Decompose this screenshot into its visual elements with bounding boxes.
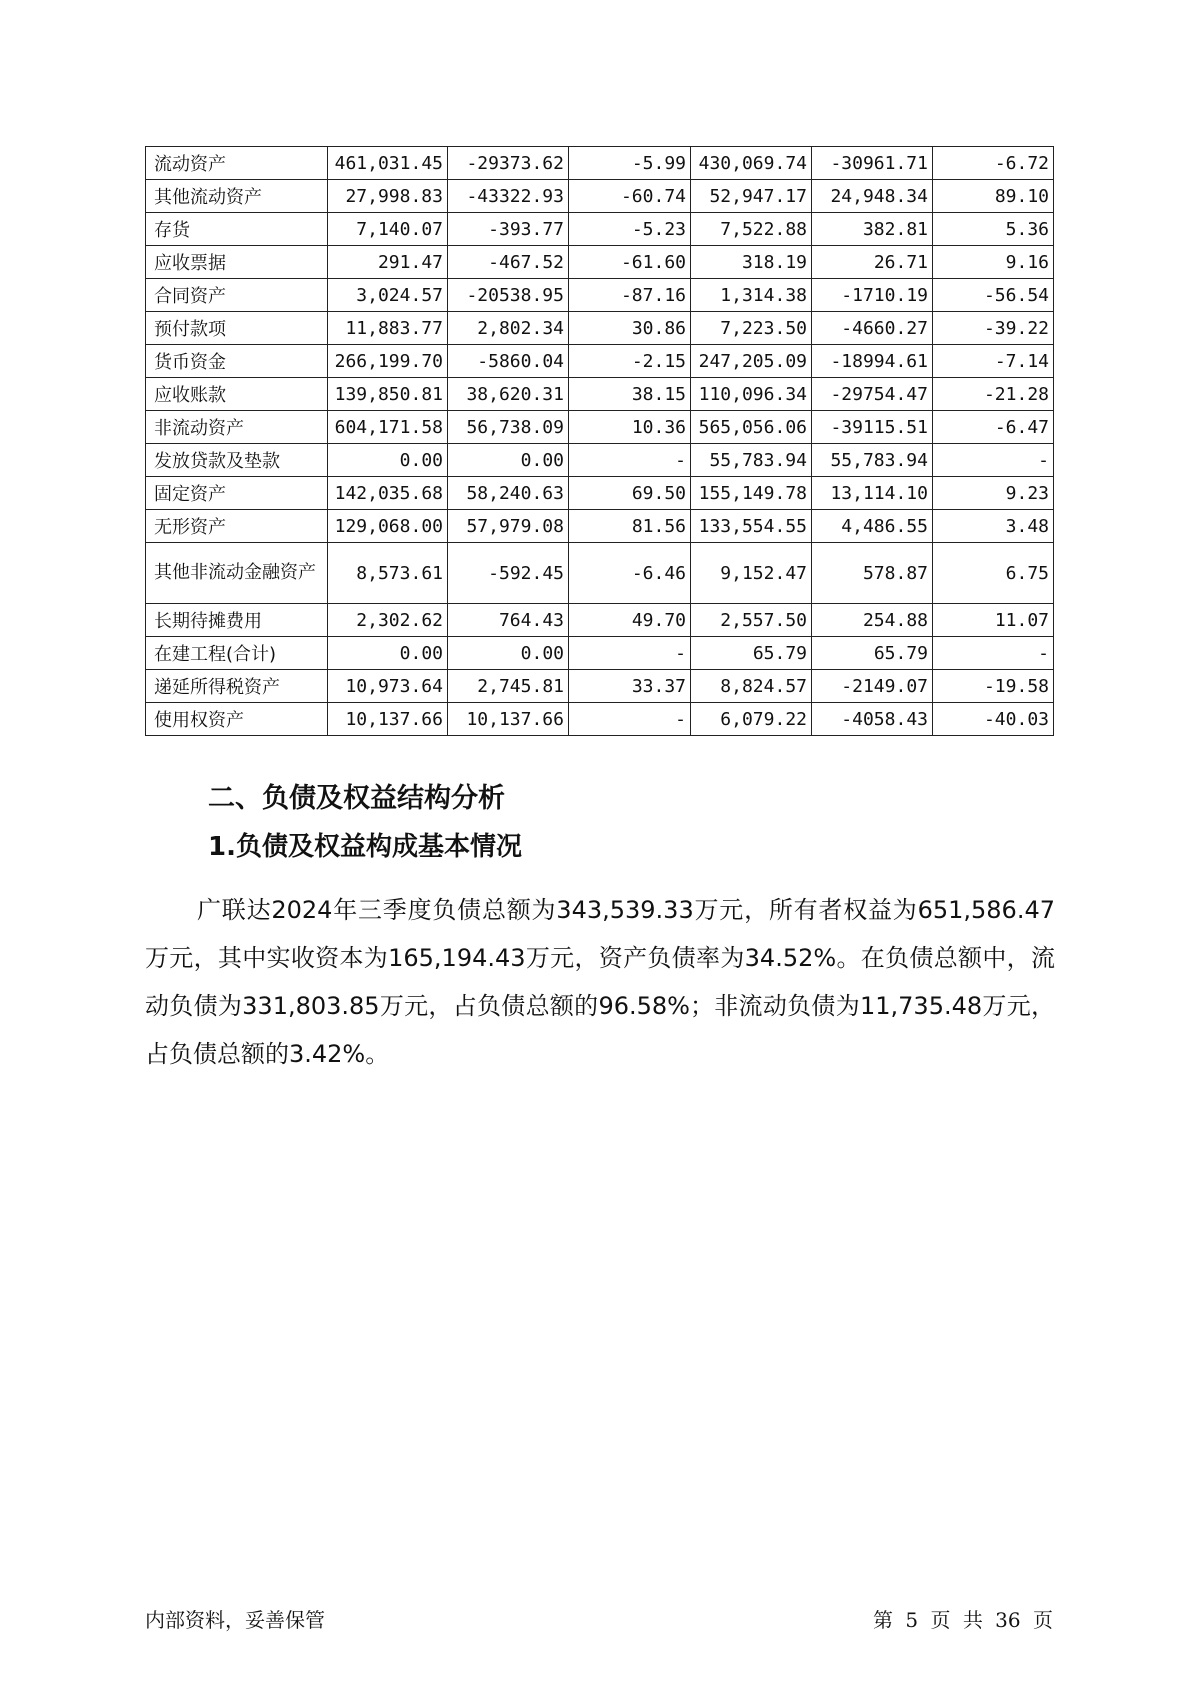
table-cell: 7,223.50 bbox=[691, 312, 812, 345]
footer-confidential-note: 内部资料，妥善保管 bbox=[145, 1608, 325, 1632]
table-cell: -6.72 bbox=[933, 147, 1054, 180]
table-row bbox=[146, 703, 1054, 736]
row-label: 其他流动资产 bbox=[146, 180, 328, 213]
table-cell: 2,302.62 bbox=[328, 604, 448, 637]
table-cell: 0.00 bbox=[328, 444, 448, 477]
table-cell: -19.58 bbox=[933, 670, 1054, 703]
table-cell: -5.23 bbox=[569, 213, 691, 246]
table-cell: 430,069.74 bbox=[691, 147, 812, 180]
table-cell: -1710.19 bbox=[812, 279, 933, 312]
table-cell: 10,137.66 bbox=[328, 703, 448, 736]
table-cell: 52,947.17 bbox=[691, 180, 812, 213]
table-cell: 9.16 bbox=[933, 246, 1054, 279]
table-cell: 129,068.00 bbox=[328, 510, 448, 543]
table-cell: 69.50 bbox=[569, 477, 691, 510]
table-cell: -2.15 bbox=[569, 345, 691, 378]
table-cell: 4,486.55 bbox=[812, 510, 933, 543]
table-cell: 7,140.07 bbox=[328, 213, 448, 246]
table-cell: 110,096.34 bbox=[691, 378, 812, 411]
table-cell: 266,199.70 bbox=[328, 345, 448, 378]
table-cell: 10,973.64 bbox=[328, 670, 448, 703]
table-cell: 5.36 bbox=[933, 213, 1054, 246]
table-cell: -393.77 bbox=[448, 213, 569, 246]
table-cell: -6.47 bbox=[933, 411, 1054, 444]
body-paragraph: 广联达2024年三季度负债总额为343,539.33万元，所有者权益为651,586.47万元，其中实收资本为165,194.43万元，资产负债率为34.52%。在负债总额中，流动负债为331,803.85万元，占负债总额的96.58%；非流动负债为11,735.48万元，占负债总额的3.42%。 bbox=[145, 896, 1055, 1068]
table-cell: 2,802.34 bbox=[448, 312, 569, 345]
table-cell: 57,979.08 bbox=[448, 510, 569, 543]
table-cell: 2,557.50 bbox=[691, 604, 812, 637]
table-row bbox=[146, 670, 1054, 703]
table-cell: 604,171.58 bbox=[328, 411, 448, 444]
table-cell: 38.15 bbox=[569, 378, 691, 411]
row-label: 固定资产 bbox=[146, 477, 328, 510]
table-cell: 291.47 bbox=[328, 246, 448, 279]
table-cell: -40.03 bbox=[933, 703, 1054, 736]
row-label: 长期待摊费用 bbox=[146, 604, 328, 637]
row-label: 使用权资产 bbox=[146, 703, 328, 736]
table-row bbox=[146, 246, 1054, 279]
table-cell: 26.71 bbox=[812, 246, 933, 279]
table-cell: 7,522.88 bbox=[691, 213, 812, 246]
table-cell: 0.00 bbox=[448, 444, 569, 477]
table-cell: 142,035.68 bbox=[328, 477, 448, 510]
table-row bbox=[146, 147, 1054, 180]
row-label: 流动资产 bbox=[146, 147, 328, 180]
table-cell: 38,620.31 bbox=[448, 378, 569, 411]
table-cell: 565,056.06 bbox=[691, 411, 812, 444]
table-cell: -20538.95 bbox=[448, 279, 569, 312]
table-row bbox=[146, 345, 1054, 378]
table-cell: 155,149.78 bbox=[691, 477, 812, 510]
table-cell: 139,850.81 bbox=[328, 378, 448, 411]
table-cell: 6,079.22 bbox=[691, 703, 812, 736]
table-cell: -61.60 bbox=[569, 246, 691, 279]
table-row bbox=[146, 510, 1054, 543]
table-cell: - bbox=[569, 703, 691, 736]
table-body bbox=[146, 147, 1054, 736]
row-label: 合同资产 bbox=[146, 279, 328, 312]
table-cell: 81.56 bbox=[569, 510, 691, 543]
table-cell: 33.37 bbox=[569, 670, 691, 703]
table-cell: 461,031.45 bbox=[328, 147, 448, 180]
table-cell: -56.54 bbox=[933, 279, 1054, 312]
table-cell: 764.43 bbox=[448, 604, 569, 637]
table-cell: 55,783.94 bbox=[812, 444, 933, 477]
table-cell: 3,024.57 bbox=[328, 279, 448, 312]
table-cell: -4660.27 bbox=[812, 312, 933, 345]
table-cell: -39.22 bbox=[933, 312, 1054, 345]
table-cell: 10,137.66 bbox=[448, 703, 569, 736]
table-row bbox=[146, 213, 1054, 246]
table-cell: 13,114.10 bbox=[812, 477, 933, 510]
table-cell: 10.36 bbox=[569, 411, 691, 444]
table-row bbox=[146, 378, 1054, 411]
row-label: 在建工程(合计) bbox=[146, 637, 328, 670]
table-cell: 8,573.61 bbox=[328, 543, 448, 604]
table-row bbox=[146, 444, 1054, 477]
table-cell: 247,205.09 bbox=[691, 345, 812, 378]
subsection-heading: 1.负债及权益构成基本情况 bbox=[208, 832, 522, 862]
row-label: 存货 bbox=[146, 213, 328, 246]
row-label: 非流动资产 bbox=[146, 411, 328, 444]
row-label: 应收票据 bbox=[146, 246, 328, 279]
table-cell: 49.70 bbox=[569, 604, 691, 637]
table-row bbox=[146, 279, 1054, 312]
table-row bbox=[146, 604, 1054, 637]
table-cell: -5.99 bbox=[569, 147, 691, 180]
table-cell: -29373.62 bbox=[448, 147, 569, 180]
table-cell: -39115.51 bbox=[812, 411, 933, 444]
table-cell: 254.88 bbox=[812, 604, 933, 637]
table-row bbox=[146, 180, 1054, 213]
table-cell: 133,554.55 bbox=[691, 510, 812, 543]
table-cell: -2149.07 bbox=[812, 670, 933, 703]
footer-page-number: 第 5 页 共 36 页 bbox=[873, 1608, 1053, 1632]
table-cell: 55,783.94 bbox=[691, 444, 812, 477]
table-cell: -4058.43 bbox=[812, 703, 933, 736]
table-cell: 65.79 bbox=[691, 637, 812, 670]
table-cell: 56,738.09 bbox=[448, 411, 569, 444]
table-cell: 65.79 bbox=[812, 637, 933, 670]
row-label: 其他非流动金融资产 bbox=[146, 543, 328, 604]
table-cell: -467.52 bbox=[448, 246, 569, 279]
row-label: 递延所得税资产 bbox=[146, 670, 328, 703]
table-cell: - bbox=[569, 444, 691, 477]
asset-structure-table bbox=[145, 146, 1054, 736]
table-cell: 9,152.47 bbox=[691, 543, 812, 604]
table-cell: -87.16 bbox=[569, 279, 691, 312]
table-cell: 3.48 bbox=[933, 510, 1054, 543]
section-heading: 二、负债及权益结构分析 bbox=[208, 783, 505, 814]
table-cell: 11.07 bbox=[933, 604, 1054, 637]
table-row bbox=[146, 477, 1054, 510]
table-cell: 382.81 bbox=[812, 213, 933, 246]
table-row bbox=[146, 637, 1054, 670]
table-cell: 89.10 bbox=[933, 180, 1054, 213]
table-row bbox=[146, 543, 1054, 604]
table-cell: -5860.04 bbox=[448, 345, 569, 378]
row-label: 无形资产 bbox=[146, 510, 328, 543]
table-cell: 9.23 bbox=[933, 477, 1054, 510]
row-label: 货币资金 bbox=[146, 345, 328, 378]
table-cell: -29754.47 bbox=[812, 378, 933, 411]
table-cell: 11,883.77 bbox=[328, 312, 448, 345]
table-cell: 30.86 bbox=[569, 312, 691, 345]
table-cell: -30961.71 bbox=[812, 147, 933, 180]
table-row bbox=[146, 411, 1054, 444]
table-cell: 58,240.63 bbox=[448, 477, 569, 510]
table-cell: -6.46 bbox=[569, 543, 691, 604]
table-cell: -21.28 bbox=[933, 378, 1054, 411]
table-cell: 24,948.34 bbox=[812, 180, 933, 213]
table-cell: 0.00 bbox=[448, 637, 569, 670]
table-cell: 318.19 bbox=[691, 246, 812, 279]
row-label: 预付款项 bbox=[146, 312, 328, 345]
table-cell: - bbox=[569, 637, 691, 670]
table-cell: -18994.61 bbox=[812, 345, 933, 378]
table-cell: 1,314.38 bbox=[691, 279, 812, 312]
row-label: 发放贷款及垫款 bbox=[146, 444, 328, 477]
table-cell: 8,824.57 bbox=[691, 670, 812, 703]
table-cell: 2,745.81 bbox=[448, 670, 569, 703]
row-label: 应收账款 bbox=[146, 378, 328, 411]
table-row bbox=[146, 312, 1054, 345]
table-cell: -592.45 bbox=[448, 543, 569, 604]
table-cell: 0.00 bbox=[328, 637, 448, 670]
table-cell: 578.87 bbox=[812, 543, 933, 604]
table-cell: -60.74 bbox=[569, 180, 691, 213]
table-cell: - bbox=[933, 444, 1054, 477]
table-cell: -7.14 bbox=[933, 345, 1054, 378]
table-cell: - bbox=[933, 637, 1054, 670]
table-cell: -43322.93 bbox=[448, 180, 569, 213]
table-cell: 6.75 bbox=[933, 543, 1054, 604]
table-cell: 27,998.83 bbox=[328, 180, 448, 213]
